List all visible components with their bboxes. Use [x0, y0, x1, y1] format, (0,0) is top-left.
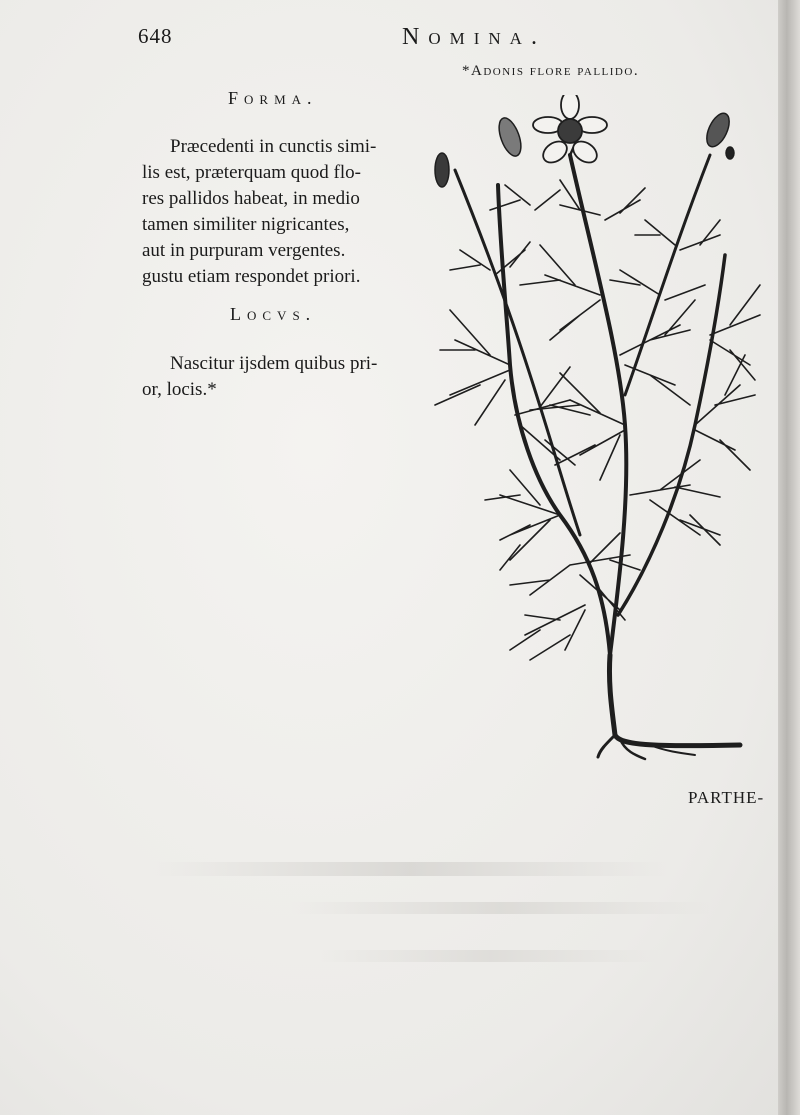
show-through-smudge — [320, 950, 660, 962]
section-heading-forma: Forma. — [228, 88, 318, 108]
locus-paragraph — [142, 351, 404, 403]
forma-paragraph — [142, 134, 404, 290]
text-line: Præcedenti in cunctis simi- — [170, 136, 377, 157]
running-head: Nomina. — [402, 24, 546, 50]
show-through-smudge — [150, 862, 670, 876]
text-line: Nascitur ijsdem quibus pri- — [170, 353, 378, 374]
plant-woodcut-illustration — [420, 95, 780, 775]
catchword: PARTHE- — [688, 788, 765, 807]
page-number: 648 — [138, 24, 173, 48]
section-heading-locus: Locvs. — [230, 304, 317, 324]
page-edge-shadow — [778, 0, 800, 1115]
text-line: lis est, præterquam quod flo- — [142, 162, 361, 183]
text-line: aut in purpuram vergentes. — [142, 240, 346, 261]
text-line: tamen similiter nigricantes, — [142, 214, 350, 235]
text-line: or, locis.* — [142, 379, 217, 400]
plant-title: *Adonis flore pallido. — [462, 63, 640, 79]
text-line: gustu etiam respondet priori. — [142, 266, 361, 287]
show-through-smudge — [290, 902, 710, 914]
text-line: res pallidos habeat, in medio — [142, 188, 360, 209]
